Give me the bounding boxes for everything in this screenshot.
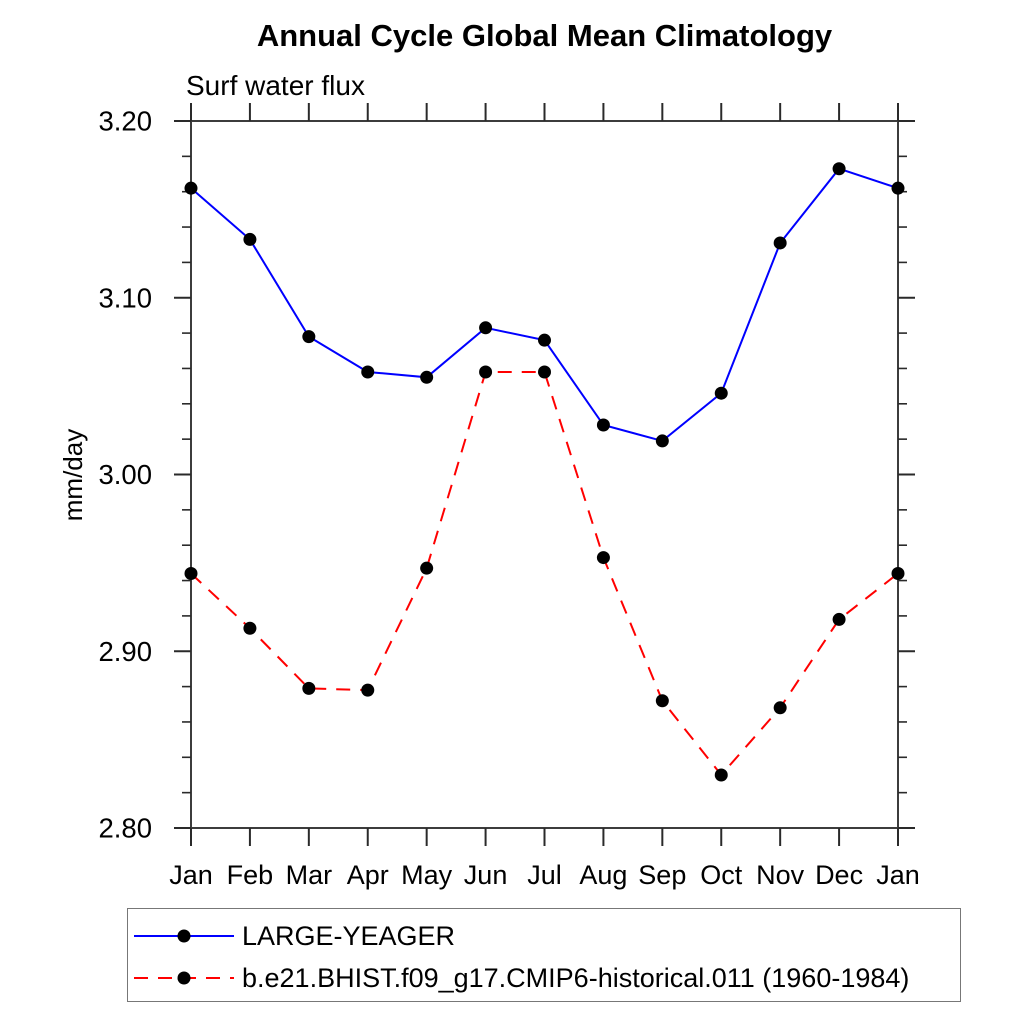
svg-text:Oct: Oct bbox=[700, 860, 743, 890]
legend-label: LARGE-YEAGER bbox=[242, 920, 456, 951]
svg-text:Sep: Sep bbox=[638, 860, 687, 890]
svg-text:2.80: 2.80 bbox=[98, 812, 152, 844]
legend-item-large-yeager bbox=[132, 917, 455, 955]
legend-solid-line-icon bbox=[132, 926, 236, 946]
svg-text:Jan: Jan bbox=[876, 860, 920, 890]
svg-text:Apr: Apr bbox=[346, 860, 389, 890]
svg-text:Feb: Feb bbox=[226, 860, 274, 890]
legend-box bbox=[127, 908, 961, 1002]
svg-text:May: May bbox=[401, 860, 453, 890]
svg-text:3.20: 3.20 bbox=[98, 105, 152, 137]
y-axis-label: mm/day bbox=[58, 428, 88, 522]
legend-item-bhist bbox=[132, 959, 909, 997]
svg-text:Aug: Aug bbox=[579, 860, 628, 890]
svg-text:Nov: Nov bbox=[756, 860, 805, 890]
legend-label: b.e21.BHIST.f09_g17.CMIP6-historical.011 (1960-1984) bbox=[242, 962, 910, 993]
svg-text:3.00: 3.00 bbox=[98, 459, 152, 490]
legend-dashed-line-icon bbox=[132, 968, 236, 988]
svg-text:Mar: Mar bbox=[285, 860, 333, 890]
svg-text:Jul: Jul bbox=[527, 860, 562, 890]
svg-text:2.90: 2.90 bbox=[98, 635, 152, 667]
svg-text:Jun: Jun bbox=[463, 860, 508, 890]
svg-text:Jan: Jan bbox=[169, 860, 213, 890]
svg-text:3.10: 3.10 bbox=[98, 282, 152, 314]
svg-text:Dec: Dec bbox=[815, 860, 864, 890]
chart-title: Annual Cycle Global Mean Climatology bbox=[256, 18, 833, 53]
chart-subtitle: Surf water flux bbox=[186, 70, 365, 101]
